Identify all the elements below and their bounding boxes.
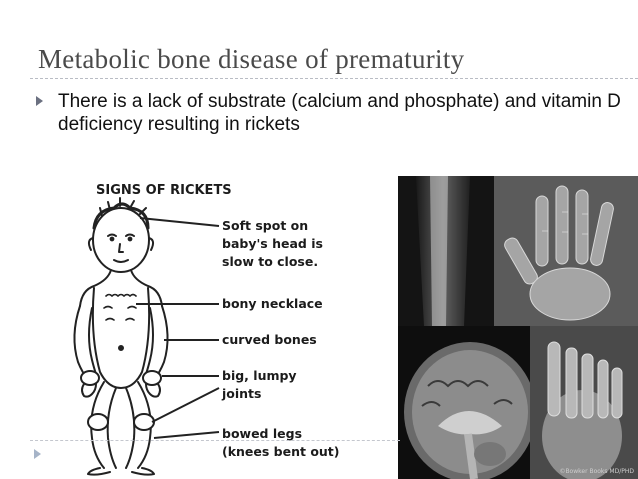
rickets-illustration — [64, 176, 364, 476]
label-curved-bones: curved bones — [222, 332, 317, 347]
xray-hand-image — [494, 176, 638, 326]
xray-foot-image — [530, 326, 638, 479]
title-divider — [30, 78, 638, 79]
mri-brain-image — [398, 326, 530, 479]
illustration-heading: SIGNS OF RICKETS — [96, 183, 232, 198]
bullet-arrow-icon — [36, 96, 43, 106]
bullet-text: There is a lack of substrate (calcium and phosphate) and vitamin D deficiency resulting in rickets — [58, 91, 621, 135]
slide-nav-arrow-icon[interactable] — [34, 449, 41, 459]
label-bony-necklace: bony necklace — [222, 296, 323, 311]
baby-figure — [74, 198, 167, 475]
label-lumpy-joints: big, lumpy joints — [222, 368, 297, 401]
footer-divider — [30, 440, 400, 441]
xray-forearm-image — [398, 176, 494, 326]
label-bowed-legs: bowed legs (knees bent out) — [222, 426, 340, 459]
label-soft-spot: Soft spot on baby's head is slow to close. — [222, 218, 323, 269]
image-credit: ©Bowker Books MD/PHD — [559, 468, 634, 475]
slide-title: Metabolic bone disease of prematurity — [38, 44, 465, 74]
